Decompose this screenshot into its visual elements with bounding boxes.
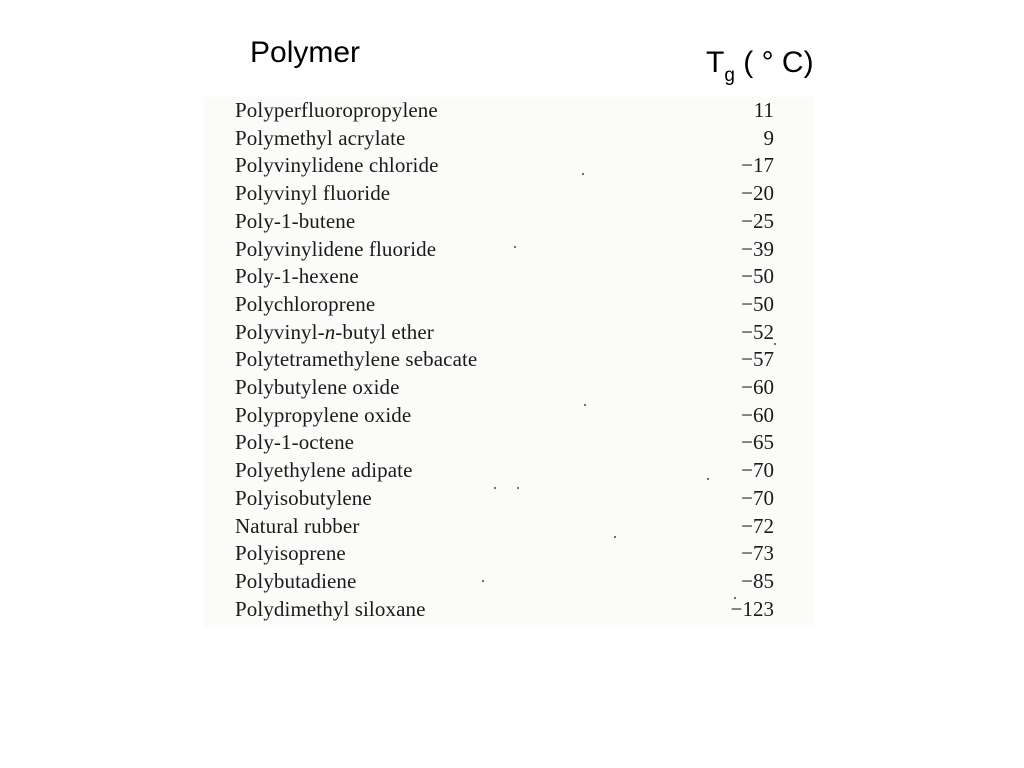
polymer-name: Polyisobutylene <box>235 485 372 510</box>
polymer-name: Polychloroprene <box>235 291 376 316</box>
tg-value: −72 <box>741 513 774 538</box>
polymer-name: Polytetramethylene sebacate <box>235 347 478 372</box>
polymer-name: Polyvinylidene fluoride <box>235 236 437 261</box>
tg-value: 9 <box>763 125 774 150</box>
tg-value: −85 <box>741 568 774 593</box>
tg-column-header <box>706 46 814 86</box>
table-row <box>204 346 814 373</box>
table-row <box>204 180 814 207</box>
table-row <box>204 568 814 595</box>
tg-value: −20 <box>741 181 774 206</box>
table-row <box>204 208 814 235</box>
table-row <box>204 152 814 179</box>
polymer-name: Polyethylene adipate <box>235 458 413 483</box>
polymer-name: Polybutadiene <box>235 568 357 593</box>
scanned-table-image <box>204 97 814 627</box>
polymer-name: Poly-1-hexene <box>235 264 359 289</box>
polymer-name: Poly-1-octene <box>235 430 355 455</box>
polymer-name: Polypropylene oxide <box>235 402 412 427</box>
tg-value: −39 <box>741 236 774 261</box>
tg-value: −57 <box>741 347 774 372</box>
tg-value: −25 <box>741 208 774 233</box>
table-row <box>204 485 814 512</box>
table-row <box>204 429 814 456</box>
polymer-column-header: Polymer <box>250 36 361 69</box>
polymer-name: Polydimethyl siloxane <box>235 596 426 621</box>
tg-value: −65 <box>741 430 774 455</box>
table-row <box>204 402 814 429</box>
polymer-name: Natural rubber <box>235 513 360 538</box>
polymer-name: Polybutylene oxide <box>235 375 400 399</box>
tg-value: −73 <box>741 541 774 566</box>
polymer-name: Polyvinyl fluoride <box>235 181 391 206</box>
table-row <box>204 596 814 623</box>
table-row <box>204 513 814 540</box>
tg-subscript: g <box>724 65 735 86</box>
table-row <box>204 97 814 124</box>
tg-value: −70 <box>741 458 774 483</box>
polymer-name: Polyperfluoropropylene <box>235 98 438 122</box>
table-row <box>204 125 814 152</box>
table-row <box>204 319 814 346</box>
table-row <box>204 291 814 318</box>
tg-value: −60 <box>741 375 774 399</box>
tg-value: −70 <box>741 485 774 510</box>
polymer-name: Polyvinylidene chloride <box>235 153 439 178</box>
tg-value: −60 <box>741 402 774 427</box>
table-row <box>204 236 814 263</box>
tg-value: −52 <box>741 319 774 344</box>
table-row <box>204 263 814 290</box>
tg-value: −123 <box>730 596 774 621</box>
tg-value: −17 <box>741 153 774 178</box>
tg-value: 11 <box>753 98 774 122</box>
polymer-name: Polymethyl acrylate <box>235 125 406 150</box>
table-row <box>204 457 814 484</box>
tg-value: −50 <box>741 291 774 316</box>
tg-value: −50 <box>741 264 774 289</box>
table-row <box>204 374 814 401</box>
polymer-name: Polyvinyl-n-butyl ether <box>235 319 434 344</box>
tg-symbol: T <box>706 46 725 79</box>
polymer-name: Polyisoprene <box>235 541 346 566</box>
polymer-name: Poly-1-butene <box>235 208 356 233</box>
table-row <box>204 540 814 567</box>
tg-unit: ( ° C) <box>734 46 814 79</box>
